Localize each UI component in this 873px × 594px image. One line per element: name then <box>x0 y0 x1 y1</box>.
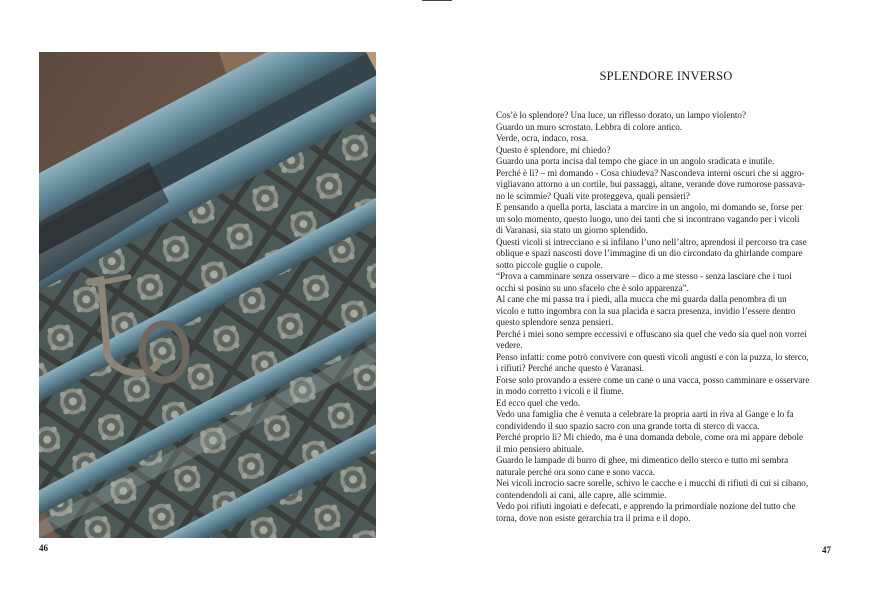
text-line: Nei vicoli incrocio sacre sorelle, schivo le cacche e i mucchi di rifiuti di cui si cibano, <box>496 478 809 488</box>
chapter-title: SPLENDORE INVERSO <box>599 69 733 83</box>
text-line: i rifiuti? Perché anche questo è Varanasi. <box>496 363 645 373</box>
text-line: Questo è splendore, mi chiedo? <box>496 144 611 155</box>
body-text <box>496 110 836 524</box>
text-line: Perché i miei sono sempre eccessivi e offuscano sia quel che vedo sia quel non vorrei <box>496 328 807 339</box>
text-line: torna, dove non esiste gerarchia tra il prima e il dopo. <box>496 512 691 523</box>
text-line: vigliavano attorno a un cortile, bui passaggi, altane, verande dove rumorose passava- <box>496 179 806 189</box>
text-line: Questi vicoli si intrecciano e si infilano l’uno nell’altro, aprendosi il percorso tra case <box>496 236 807 247</box>
text-line: Perché è lì? – mi domando - Cosa chiudeva? Nascondeva interni oscuri che si aggro- <box>496 167 805 178</box>
text-line: oblique e spazi nascosti dove l’immagine di un dio circondato da ghirlande compare <box>496 248 803 258</box>
text-line: no le scimmie? Quali vite proteggeva, quali pensieri? <box>496 190 690 201</box>
text-line: Verde, ocra, indaco, rosa. <box>496 133 589 143</box>
text-line: un solo momento, questo luogo, uno dei tanti che si incontrano vagando per i vicoli <box>496 213 800 224</box>
text-line: Guardo le lampade di burro di ghee, mi dimentico dello sterco e tutto mi sembra <box>496 455 789 465</box>
text-line: Vedo poi rifiuti ingoiati e defecati, e apprendo la primordiale nozione del tutto che <box>496 501 796 511</box>
text-line: contendendoli ai cani, alle capre, alle scimmie. <box>496 489 667 500</box>
right-page-number: 47 <box>822 545 831 555</box>
text-line: Al cane che mi passa tra i piedi, alla mucca che mi guarda dalla penombra di un <box>496 294 787 304</box>
text-line: Penso infatti: come potrò convivere con questi vicoli angusti e con la puzza, lo sterco, <box>496 351 809 362</box>
text-line: questo splendore senza pensieri. <box>496 317 614 327</box>
text-line: Vedo una famiglia che è venuta a celebrare la propria aarti in riva al Gange e lo fa <box>496 409 794 419</box>
text-line: Ed ecco quel che vedo. <box>496 397 581 408</box>
text-line: il mio pensiero abituale. <box>496 443 584 454</box>
text-line: vicolo e tutto ingombra con la sua placida e sacra presenza, invidio l’essere dentro <box>496 305 796 316</box>
text-line: “Prova a camminare senza osservare – dico a me stesso - senza lasciare che i tuoi <box>496 271 792 281</box>
text-line: in modo corretto i vicoli e il fiume. <box>496 386 624 396</box>
text-line: Cos’è lo splendore? Una luce, un riflesso dorato, un lampo violento? <box>496 110 747 120</box>
text-line: E pensando a quella porta, lasciata a marcire in un angolo, mi domando se, forse per <box>496 202 803 212</box>
text-line: Forse solo provando a essere come un cane o una vacca, posso camminare e osservare <box>496 374 810 385</box>
text-line: Guardo una porta incisa dal tempo che giace in un angolo sradicata e inutile. <box>496 156 775 166</box>
carved-door-photo <box>39 52 376 538</box>
text-line: di Varanasi, sia stato un giorno splendido. <box>496 225 648 235</box>
top-crop-mark <box>422 0 452 3</box>
text-line: Perché proprio lì? Mi chiedo, ma è una domanda debole, come ora mi appare debole <box>496 432 804 442</box>
text-line: condividendo il suo spazio sacro con una grande torta di sterco di vacca. <box>496 420 760 431</box>
text-line: occhi si posino su uno sfacelo che è solo apparenza”. <box>496 282 689 293</box>
text-line: Guardo un muro scrostato. Lebbra di colore antico. <box>496 121 683 132</box>
left-page-number: 46 <box>39 543 48 553</box>
text-line: vedere. <box>496 340 523 350</box>
text-line: sotto piccole guglie o cupole. <box>496 259 603 270</box>
text-line: naturale perché ora sono cane e sono vacca. <box>496 466 656 477</box>
